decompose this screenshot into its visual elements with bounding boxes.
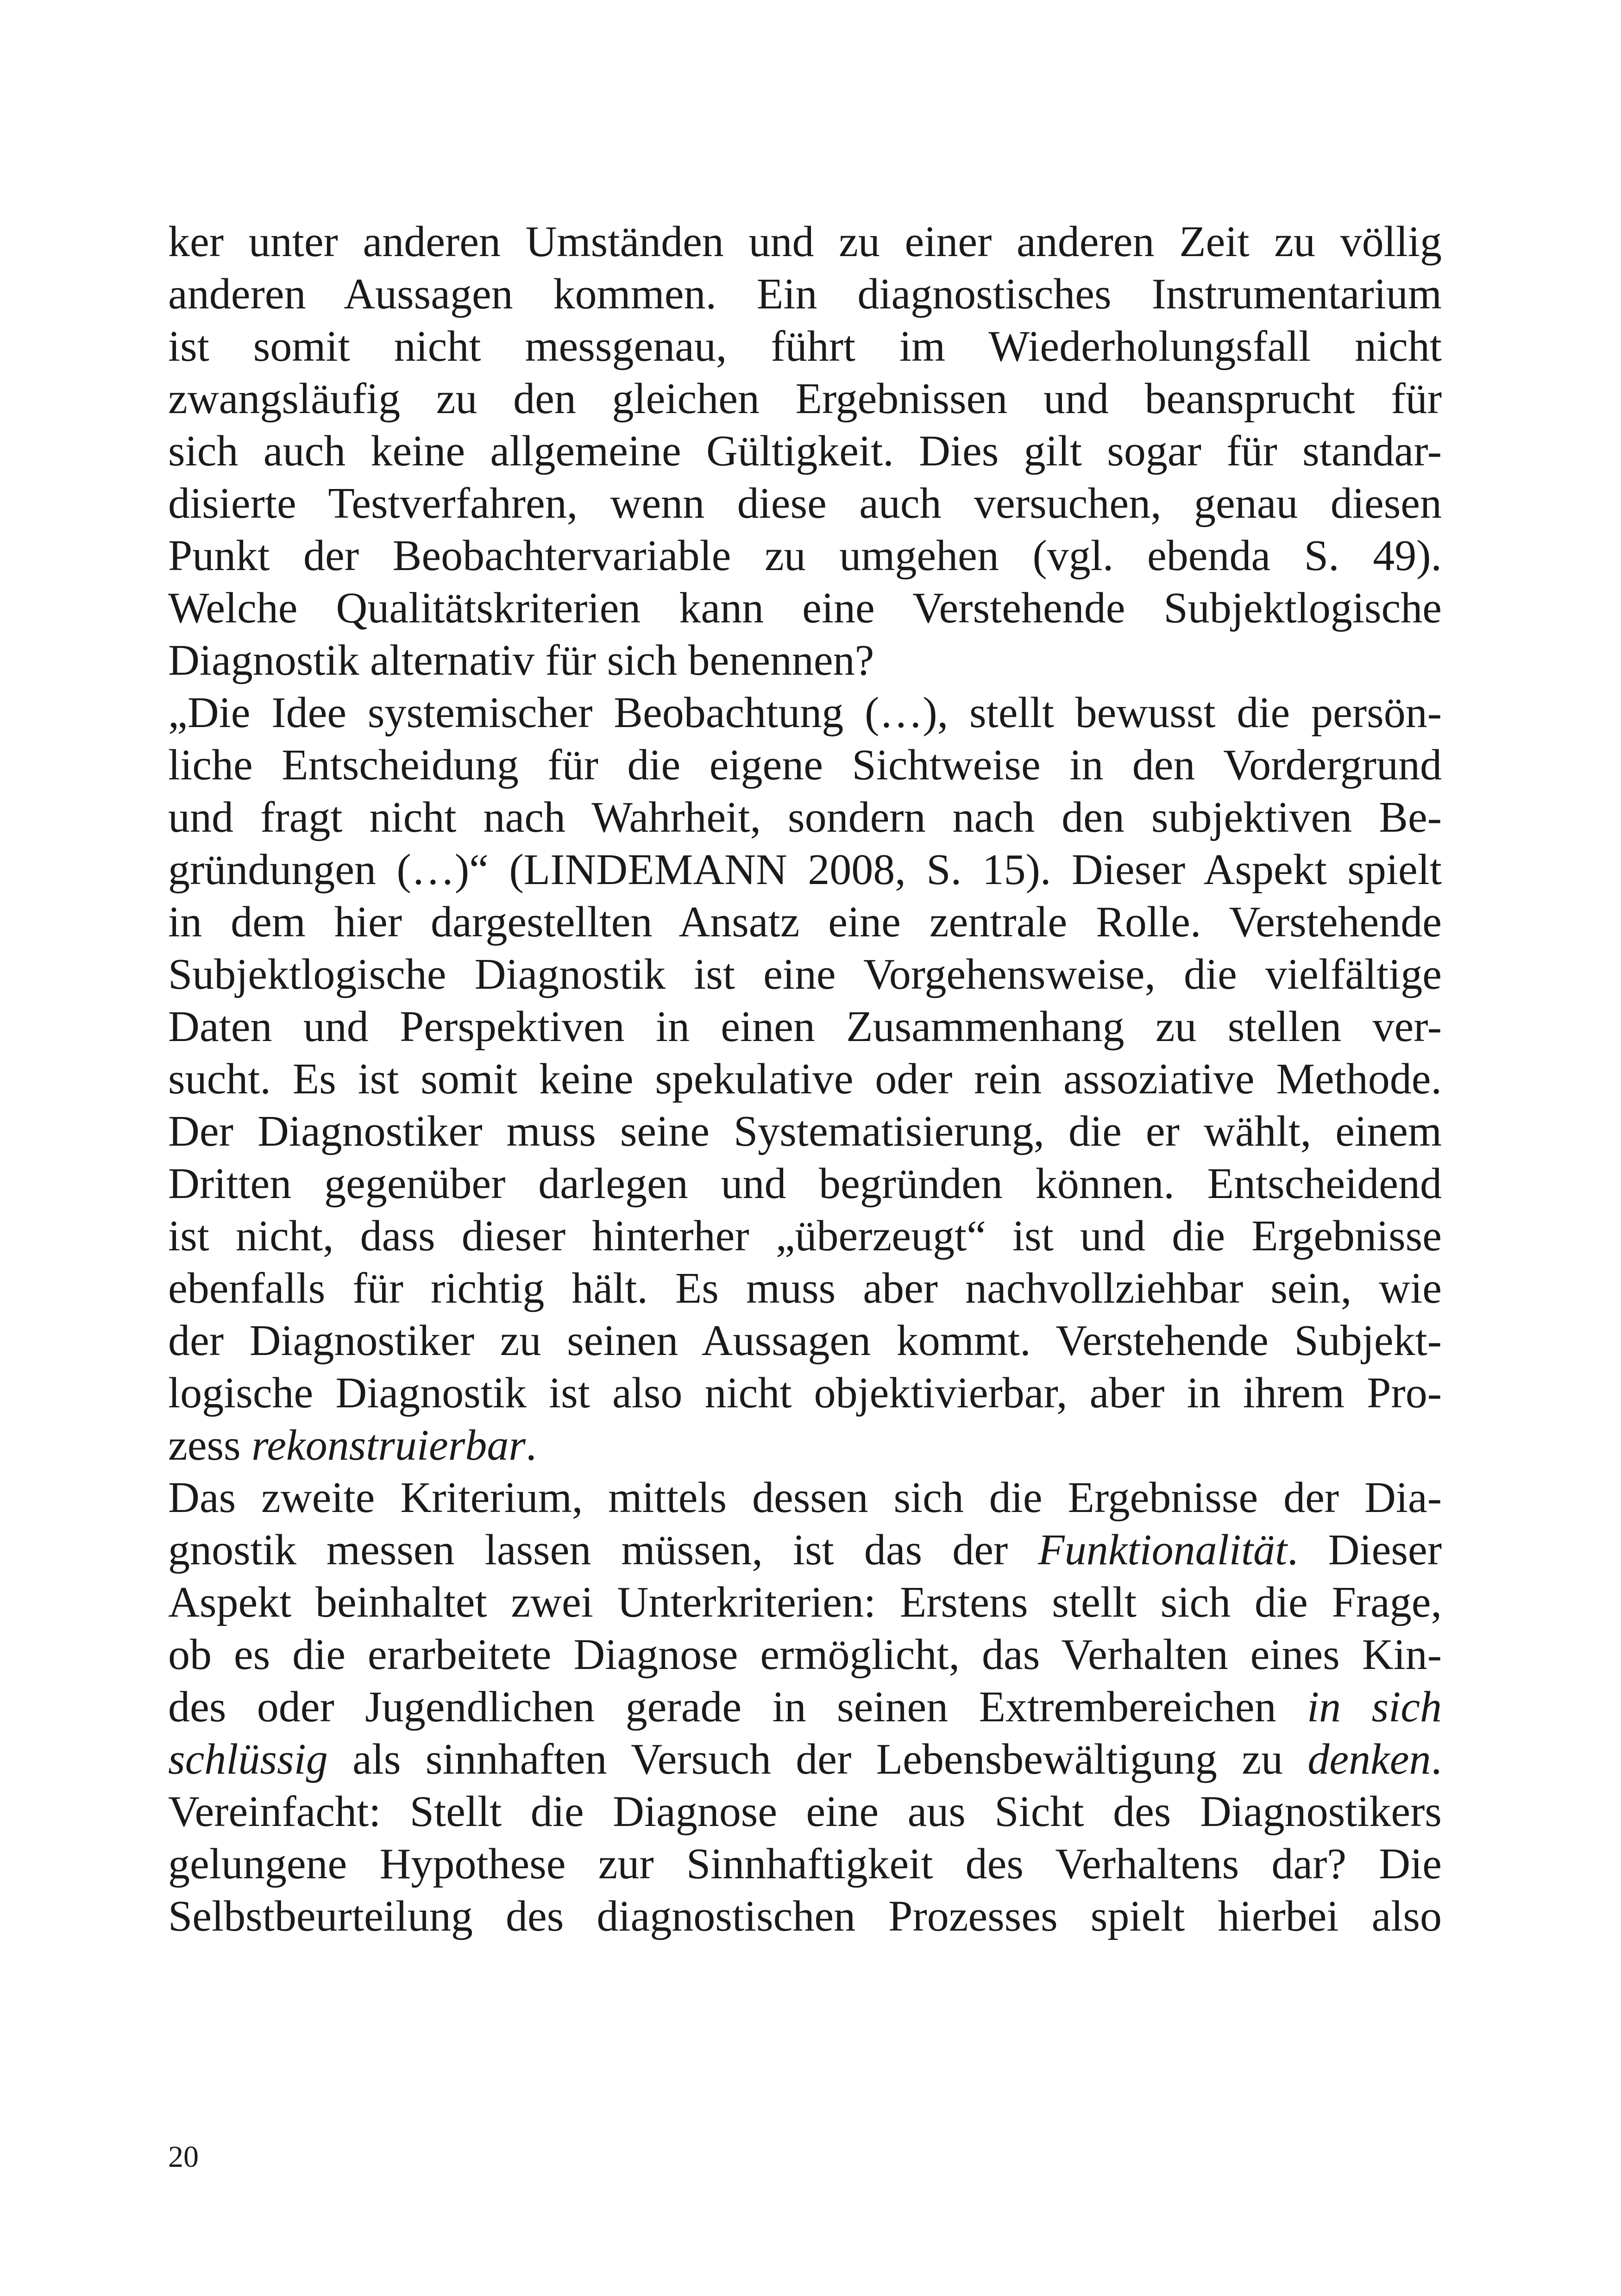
text-line (168, 1262, 1442, 1315)
text-line (168, 530, 1442, 582)
text-segment: als sinnhaften Versuch der Lebensbewältigung zu (327, 1735, 1308, 1783)
text-segment: gelungene Hypothese zur Sinnhaftigkeit des Verhaltens dar? Die (168, 1840, 1442, 1888)
text-segment: ob es die erarbeitete Diagnose ermöglicht, das Verhalten eines Kin- (168, 1631, 1442, 1679)
text-line (168, 320, 1442, 373)
text-line (168, 1367, 1442, 1419)
text-segment: Subjektlogische Diagnostik ist eine Vorgehensweise, die vielfältige (168, 950, 1442, 998)
text-line (168, 1419, 1442, 1472)
text-line (168, 739, 1442, 791)
text-line (168, 1472, 1442, 1524)
text-segment: . (525, 1421, 537, 1469)
text-line (168, 425, 1442, 477)
text-segment: disierte Testverfahren, wenn diese auch versuchen, genau diesen (168, 479, 1442, 527)
page-number: 20 (168, 2140, 199, 2174)
text-line (168, 1053, 1442, 1105)
text-line (168, 268, 1442, 320)
text-line (168, 1838, 1442, 1890)
text-segment: ebenfalls für richtig hält. Es muss aber nachvollziehbar sein, wie (168, 1264, 1442, 1312)
text-line (168, 634, 1442, 687)
text-line (168, 844, 1442, 896)
text-segment: Das zweite Kriterium, mittels dessen sich die Ergebnisse der Dia- (168, 1474, 1442, 1522)
text-segment: gründungen (…)“ (LINDEMANN 2008, S. 15). Dieser Aspekt spielt (168, 846, 1442, 894)
text-segment: Vereinfacht: Stellt die Diagnose eine aus Sicht des Diagnostikers (168, 1788, 1442, 1836)
text-segment: . (1431, 1735, 1442, 1783)
text-line (168, 582, 1442, 634)
text-segment: ker unter anderen Umständen und zu einer anderen Zeit zu völlig (168, 218, 1442, 266)
text-line (168, 216, 1442, 268)
text-line (168, 687, 1442, 739)
text-line (168, 1210, 1442, 1262)
text-line (168, 1105, 1442, 1158)
text-line (168, 896, 1442, 948)
text-segment: anderen Aussagen kommen. Ein diagnostisches Instrumentarium (168, 270, 1442, 318)
text-line (168, 1733, 1442, 1786)
text-segment: Aspekt beinhaltet zwei Unterkriterien: Erstens stellt sich die Frage, (168, 1578, 1442, 1626)
text-line (168, 791, 1442, 844)
text-segment: Diagnostik alternativ für sich benennen? (168, 636, 874, 684)
text-line (168, 1001, 1442, 1053)
italic-text: denken (1307, 1735, 1431, 1783)
text-line (168, 1315, 1442, 1367)
text-line (168, 948, 1442, 1001)
text-line (168, 1576, 1442, 1629)
text-segment: Dritten gegenüber darlegen und begründen können. Entscheidend (168, 1160, 1442, 1208)
text-segment: gnostik messen lassen müssen, ist das der (168, 1526, 1038, 1574)
text-line (168, 1629, 1442, 1681)
text-line (168, 373, 1442, 425)
text-line (168, 1681, 1442, 1733)
text-segment: liche Entscheidung für die eigene Sichtweise in den Vordergrund (168, 741, 1442, 789)
text-line (168, 477, 1442, 530)
text-line (168, 1524, 1442, 1576)
body-text (168, 216, 1442, 1943)
text-segment: in dem hier dargestellten Ansatz eine zentrale Rolle. Verstehende (168, 898, 1442, 946)
italic-text: in sich (1307, 1683, 1442, 1731)
text-segment: Daten und Perspektiven in einen Zusammenhang zu stellen ver- (168, 1003, 1442, 1051)
text-segment: Punkt der Beobachtervariable zu umgehen (vgl. ebenda S. 49). (168, 532, 1442, 580)
text-line (168, 1158, 1442, 1210)
italic-text: Funktionalität (1038, 1526, 1288, 1574)
text-segment: sucht. Es ist somit keine spekulative oder rein assoziative Methode. (168, 1055, 1442, 1103)
text-segment: Der Diagnostiker muss seine Systematisierung, die er wählt, einem (168, 1107, 1442, 1155)
text-line (168, 1786, 1442, 1838)
text-segment: des oder Jugendlichen gerade in seinen Extrembereichen (168, 1683, 1307, 1731)
italic-text: schlüssig (168, 1735, 328, 1783)
text-segment: logische Diagnostik ist also nicht objektivierbar, aber in ihrem Pro- (168, 1369, 1442, 1417)
text-segment: ist nicht, dass dieser hinterher „überzeugt“ ist und die Ergebnisse (168, 1212, 1442, 1260)
text-segment: Selbstbeurteilung des diagnostischen Prozesses spielt hierbei also (168, 1892, 1442, 1940)
text-segment: sich auch keine allgemeine Gültigkeit. Dies gilt sogar für standar- (168, 427, 1442, 475)
text-segment: „Die Idee systemischer Beobachtung (…), stellt bewusst die persön- (168, 689, 1442, 737)
text-segment: der Diagnostiker zu seinen Aussagen kommt. Verstehende Subjekt- (168, 1317, 1442, 1365)
italic-text: rekonstruierbar (251, 1421, 526, 1469)
text-segment: und fragt nicht nach Wahrheit, sondern nach den subjektiven Be- (168, 793, 1442, 841)
text-segment: Welche Qualitätskriterien kann eine Verstehende Subjektlogische (168, 584, 1442, 632)
text-segment: ist somit nicht messgenau, führt im Wiederholungsfall nicht (168, 322, 1442, 370)
text-segment: . Dieser (1287, 1526, 1442, 1574)
text-segment: zess (168, 1421, 252, 1469)
text-segment: zwangsläufig zu den gleichen Ergebnissen und beansprucht für (168, 375, 1442, 423)
text-line (168, 1890, 1442, 1943)
